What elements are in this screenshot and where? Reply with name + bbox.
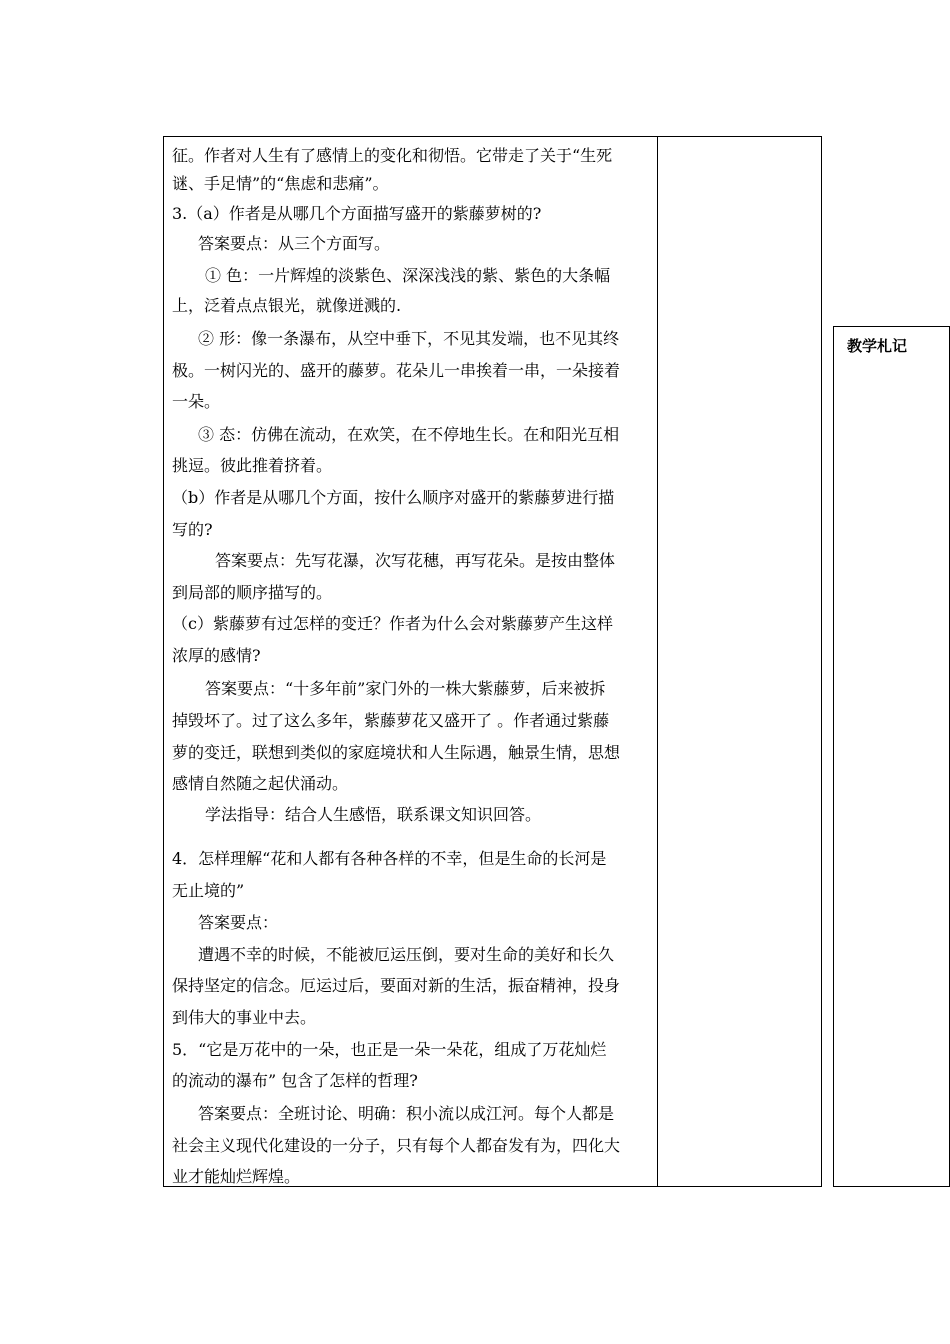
table-content-cell	[172, 137, 650, 1186]
text-line: 答案要点：先写花瀑，次写花穗，再写花朵。是按由整体	[215, 551, 616, 570]
text-line: ② 形：像一条瀑布，从空中垂下，不见其发端，也不见其终	[198, 329, 620, 348]
text-line: 浓厚的感情?	[172, 646, 261, 665]
text-line: 感情自然随之起伏涌动。	[172, 774, 349, 793]
text-line: 无止境的”	[172, 881, 245, 900]
text-line: 到伟大的事业中去。	[172, 1008, 317, 1027]
text-line: 学法指导：结合人生感悟，联系课文知识回答。	[205, 805, 542, 824]
text-line: 遭遇不幸的时候，不能被厄运压倒，要对生命的美好和长久	[198, 945, 615, 964]
text-line: 业才能灿烂辉煌。	[172, 1167, 301, 1186]
teaching-notes-title: 教学札记	[847, 337, 908, 355]
content-table	[163, 136, 822, 1187]
column-divider	[657, 137, 658, 1186]
text-line: 极。一树闪光的、盛开的藤萝。花朵儿一串挨着一串，一朵接着	[172, 361, 621, 380]
text-line: 萝的变迁，联想到类似的家庭境状和人生际遇，触景生情，思想	[172, 743, 621, 762]
text-line: 上，泛着点点银光，就像迸溅的.	[172, 296, 402, 315]
text-line: 答案要点：全班讨论、明确：积小流以成江河。每个人都是	[198, 1104, 615, 1123]
text-line: 答案要点：“十多年前”家门外的一株大紫藤萝，后来被拆	[205, 679, 606, 698]
text-line: ③ 态：仿佛在流动，在欢笑，在不停地生长。在和阳光互相	[198, 425, 620, 444]
text-line: （b）作者是从哪几个方面，按什么顺序对盛开的紫藤萝进行描	[172, 488, 615, 507]
text-line: 答案要点：从三个方面写。	[198, 234, 391, 253]
text-line: 的流动的瀑布” 包含了怎样的哲理?	[172, 1071, 418, 1090]
text-line: ① 色：一片辉煌的淡紫色、深深浅浅的紫、紫色的大条幅	[205, 266, 611, 285]
text-line: 掉毁坏了。过了这么多年，紫藤萝花又盛开了 。作者通过紫藤	[172, 711, 610, 730]
text-line: 挑逗。彼此推着挤着。	[172, 456, 333, 475]
text-line: 谜、手足情”的“焦虑和悲痛”。	[172, 174, 389, 193]
text-line: 征。作者对人生有了感情上的变化和彻悟。它带走了关于“生死	[172, 146, 613, 165]
text-line: 答案要点：	[198, 913, 279, 932]
text-line: 到局部的顺序描写的。	[172, 583, 333, 602]
text-line: 写的?	[172, 520, 213, 539]
text-line: 3.（a）作者是从哪几个方面描写盛开的紫藤萝树的?	[172, 204, 542, 223]
text-line: 保持坚定的信念。厄运过后，要面对新的生活，振奋精神，投身	[172, 976, 621, 995]
text-line: 4．怎样理解“花和人都有各种各样的不幸，但是生命的长河是	[172, 849, 607, 868]
text-line: 一朵。	[172, 392, 221, 411]
text-line: （c）紫藤萝有过怎样的变迁？作者为什么会对紫藤萝产生这样	[172, 614, 613, 633]
teaching-notes-box	[833, 326, 950, 1187]
text-line: 5．“它是万花中的一朵，也正是一朵一朵花，组成了万花灿烂	[172, 1040, 607, 1059]
text-line: 社会主义现代化建设的一分子，只有每个人都奋发有为，四化大	[172, 1136, 621, 1155]
